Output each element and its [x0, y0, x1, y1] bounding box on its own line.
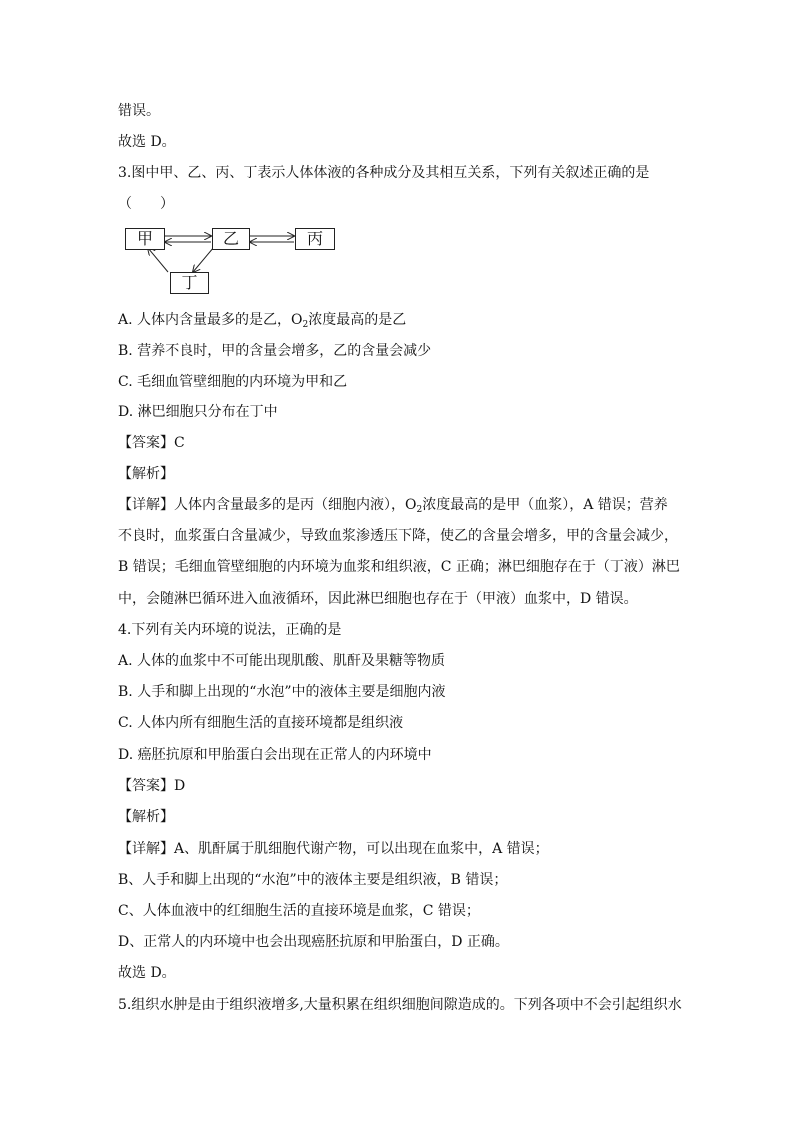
option-b: B. 人手和脚上出现的“水泡”中的液体主要是细胞内液	[118, 684, 446, 700]
diagram-box-jia: 甲	[125, 228, 165, 250]
detail-line: B 错误；毛细血管壁细胞的内环境为血浆和组织液，C 正确；淋巴细胞存在于（丁液）淋巴	[118, 559, 680, 575]
detail-line: D、正常人的内环境中也会出现癌胚抗原和甲胎蛋白，D 正确。	[118, 934, 509, 950]
detail-post: 浓度最高的是甲（血浆），A 错误；营养	[422, 497, 668, 513]
question-3-paren: （ ）	[118, 196, 174, 212]
option-c: C. 人体内所有细胞生活的直接环境都是组织液	[118, 715, 404, 731]
text-line: 错误。	[118, 103, 160, 119]
question-4-stem: 4.下列有关内环境的说法，正确的是	[118, 622, 342, 638]
body-fluid-diagram	[118, 222, 348, 300]
analysis-heading: 【解析】	[118, 809, 174, 825]
option-a: A. 人体的血浆中不可能出现肌酸、肌酐及果糖等物质	[118, 653, 446, 669]
diagram-box-yi: 乙	[212, 228, 250, 250]
diagram-box-ding: 丁	[170, 272, 209, 294]
subscript: 2	[416, 505, 423, 515]
detail-line: 中，会随淋巴循环进入血液循环，因此淋巴细胞也存在于（甲液）血浆中，D 错误。	[118, 591, 638, 607]
text-line: 故选 D。	[118, 134, 176, 150]
diagram-box-bing: 丙	[295, 228, 335, 250]
subscript: 2	[302, 320, 309, 330]
option-a-post: 浓度最高的是乙	[308, 312, 407, 328]
question-5-stem: 5.组织水肿是由于组织液增多,大量积累在组织细胞间隙造成的。下列各项中不会引起组织水	[118, 997, 682, 1013]
answer: 【答案】D	[118, 778, 186, 794]
detail-line: B、人手和脚上出现的“水泡”中的液体主要是组织液，B 错误；	[118, 872, 508, 888]
detail-pre: 【详解】人体内含量最多的是丙（细胞内液），O	[118, 497, 417, 513]
option-a-pre: A. 人体内含量最多的是乙，O	[118, 312, 303, 328]
detail-line: 【详解】A、肌酐属于肌细胞代谢产物，可以出现在血浆中，A 错误；	[118, 841, 549, 857]
detail-line: 不良时，血浆蛋白含量减少，导致血浆渗透压下降，使乙的含量会增多，甲的含量会减少，	[118, 528, 678, 544]
option-b: B. 营养不良时，甲的含量会增多，乙的含量会减少	[118, 343, 432, 359]
detail-line: C、人体血液中的红细胞生活的直接环境是血浆，C 错误；	[118, 903, 480, 919]
answer: 【答案】C	[118, 435, 185, 451]
option-c: C. 毛细血管壁细胞的内环境为甲和乙	[118, 374, 348, 390]
analysis-heading: 【解析】	[118, 466, 174, 482]
option-a	[118, 310, 406, 335]
question-3-stem: 3.图中甲、乙、丙、丁表示人体体液的各种成分及其相互关系，下列有关叙述正确的是	[118, 165, 650, 181]
choose-line: 故选 D。	[118, 965, 176, 981]
option-d: D. 癌胚抗原和甲胎蛋白会出现在正常人的内环境中	[118, 747, 432, 763]
option-d: D. 淋巴细胞只分布在丁中	[118, 404, 278, 420]
detail-line	[118, 495, 668, 520]
